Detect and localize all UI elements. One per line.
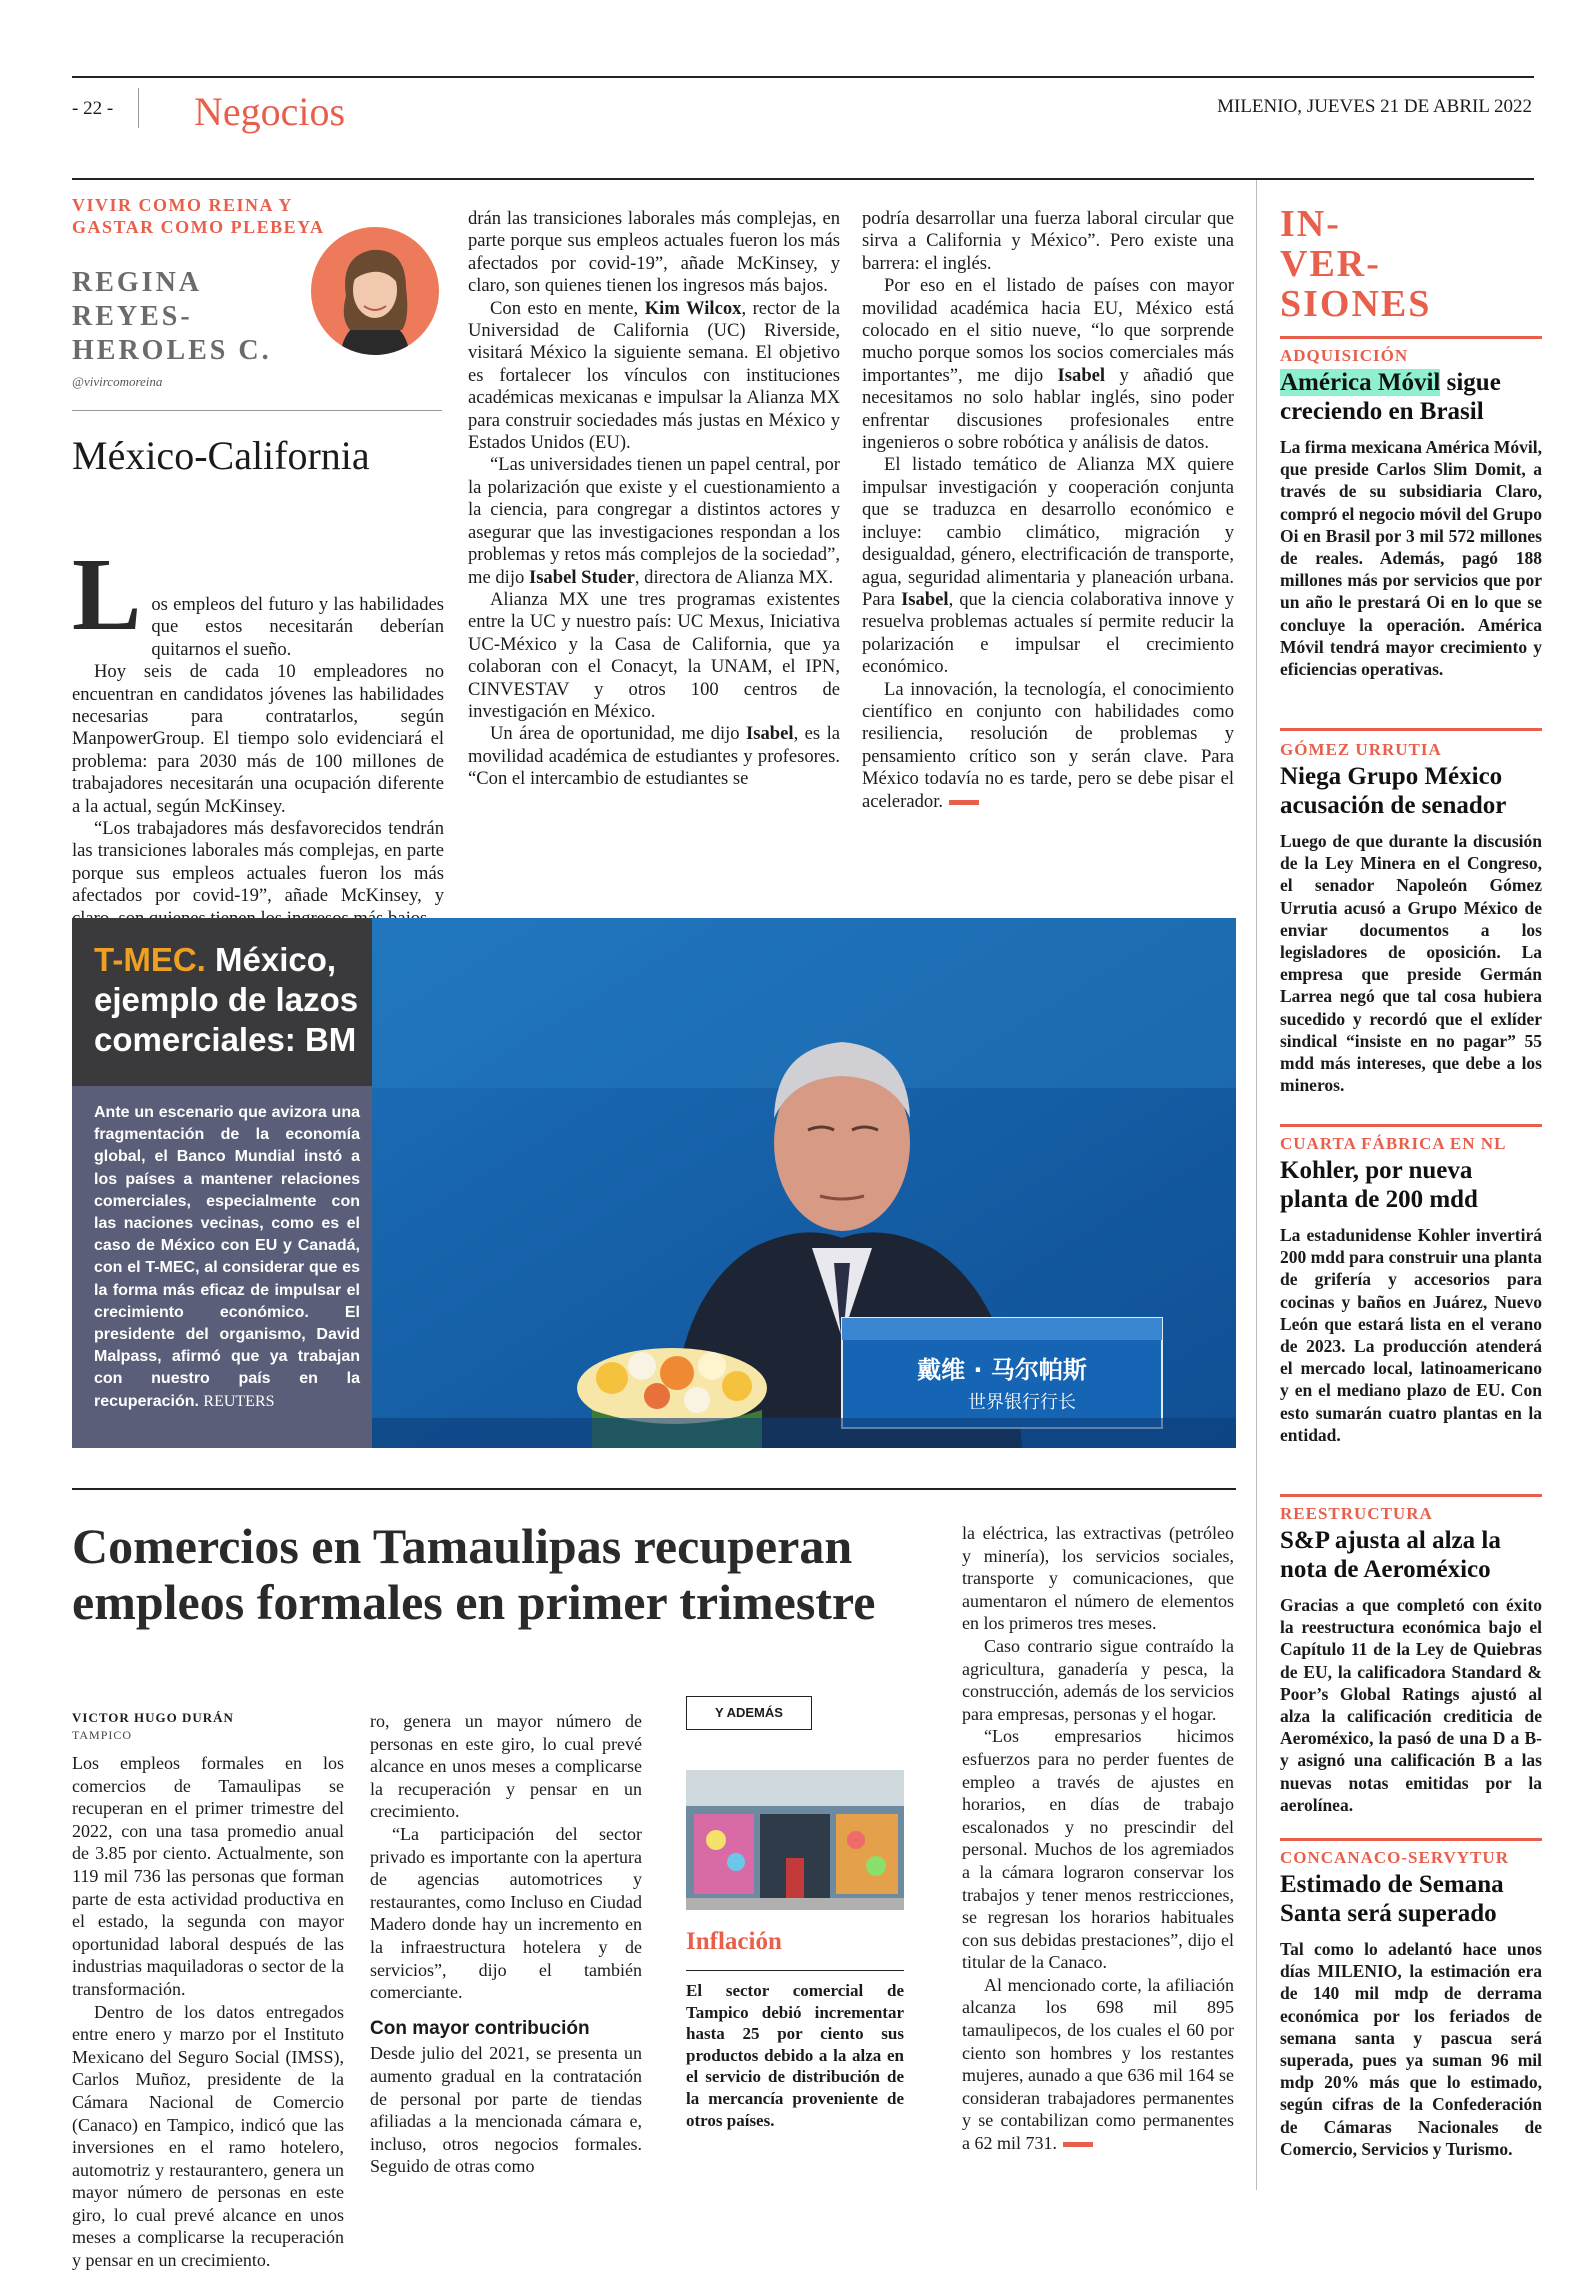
author-line: REYES- — [72, 301, 193, 332]
article-paragraph: “La participación del sector privado es importante con la apertura de agencias automotrices y restaurantes, como Incluso en Ciudad Madero donde hay un incremento en la infraestructura hotelera y de servicios”, dijo el también comerciante. — [370, 1823, 642, 2003]
end-mark — [949, 800, 979, 805]
caption-text: Ante un escenario que avizora una fragmentación de la economía global, el Banco Mundial instó a los países a mantener relaciones comerciales, especialmente con las naciones vecinas, como es el caso de México con EU y Canadá, con el T-MEC, al considerar que es la forma más eficaz de impulsar el crecimiento económico. El presidente del organismo, David Malpass, afirmó que ya trabajan con nuestro país en la recuperación. — [94, 1104, 360, 1410]
column-paragraph — [468, 298, 840, 455]
column-paragraph — [862, 679, 1234, 813]
sidebar-item-label: GÓMEZ URRUTIA — [1280, 740, 1442, 759]
headline-text: México, ejemplo de lazos comerciales: BM — [94, 941, 359, 1058]
head-text: sigue creciendo en Brasil — [1280, 369, 1501, 425]
person-name: Isabel — [901, 588, 949, 610]
sidebar-item — [1280, 346, 1542, 680]
sidebar-item — [1280, 1848, 1542, 2160]
column-paragraph: Alianza MX une tres programas existentes entre la UC y nuestro país: UC Mexus, Iniciativa UC-México y la Casa de California, que ya colaboran con el Conacyt, la UNAM, el IPN, CINVESTAV y otros 100 centros de investigación en México. — [468, 588, 840, 722]
sidebar-item-label: CUARTA FÁBRICA EN NL — [1280, 1134, 1507, 1153]
dateline: MILENIO, JUEVES 21 DE ABRIL 2022 — [1217, 96, 1532, 117]
text-run: Dentro de los datos entregados entre enero y marzo por el Instituto Mexicano del Seguro Social (IMSS), Carlos Muñoz, presidente de la Cámara Nacional de Comercio (Canaco) en Tampico, indicó que las inversiones en el ramo hotelero, automotriz y restaurantero, genera un mayor número de personas en este giro, lo cual prevé alcance en unos meses a complicarse la recuperación y pensar en un crecimiento. — [72, 2001, 344, 2271]
ademas-text: El sector comercial de Tampico debió incrementar hasta 25 por ciento sus productos debido a la alza en el servicio de distribución de la mercancía proveniente de otros países. — [686, 1981, 904, 2130]
article-paragraph: Desde julio del 2021, se presenta un aumento gradual en la contratación de personal por parte de tiendas afiliadas a la mencionada cámara e, incluso, otros negocios formales. Seguido de otras como — [370, 2043, 642, 2177]
column-paragraph: os empleos del futuro y las habilidades que estos necesitarán deberían quitarnos el sueño. — [151, 594, 444, 660]
store-photo — [686, 1770, 904, 1910]
column-body-col1 — [72, 537, 444, 907]
sidebar-item-head: Niega Grupo México acusación de senador — [1280, 763, 1507, 819]
article-headline — [72, 1518, 952, 1630]
headline-line: empleos formales en primer trimestre — [72, 1574, 876, 1630]
column-paragraph — [862, 454, 1234, 678]
column-paragraph: drán las transiciones laborales más complejas, en parte porque sus empleos actuales fueron los más afectados por covid-19”, añade McKinsey, y claro, son quienes tienen los ingresos más bajos. — [468, 208, 840, 297]
text-run: Por eso en el listado de países con mayor movilidad académica hacia EU, México está colocado en el sitio nueve, “lo que sorprende mucho porque somos los socios comerciales más importantes”, me dijo — [862, 275, 1234, 386]
article-paragraph: “Los empresarios hicimos esfuerzos para no perder fuentes de empleo a través de ajustes en horarios, en días de trabajo escalonados y no prescindir del personal. Muchos de los agremiados a la cámara lograron conservar los trabajos y tener menos restricciones, se regresan los horarios habituales con sus debidas prestaciones”, dijo el titular de la Canaco. — [962, 1726, 1234, 1973]
column-paragraph — [468, 454, 840, 588]
text-run: La innovación, la tecnología, el conocimiento científico en conjunto con habilidades como resiliencia, resolución de problemas y pensamiento crítico son y serán clave. Para México todavía no es tarde, pero se debe pisar el acelerador. — [862, 678, 1234, 812]
sidebar-title-line: VER- — [1280, 243, 1381, 285]
text-run: y añadió que necesitamos no solo hablar inglés, sino poder enfrentar discusiones profesionales entre ingenieros o sobre robótica y análisis de datos. — [862, 364, 1234, 454]
author-line: REGINA — [72, 267, 203, 298]
sidebar-item-label: CONCANACO-SERVYTUR — [1280, 1848, 1509, 1867]
photo-caption — [94, 1102, 360, 1413]
article-col2 — [370, 1710, 642, 2178]
sidebar-item-label: REESTRUCTURA — [1280, 1504, 1433, 1523]
column-divider — [72, 410, 442, 411]
dropcap: L — [72, 537, 142, 652]
column-paragraph-text: “Los trabajadores más desfavorecidos tendrán las transiciones laborales más complejas, en parte porque sus empleos actuales fueron los más afectados por covid-19”, añade McKinsey, y — [72, 818, 444, 907]
person-name: Isabel — [746, 723, 794, 745]
headline-accent: T-MEC. — [94, 941, 206, 978]
ademas-label: Y ADEMÁS — [686, 1696, 812, 1730]
photo-caption-box — [72, 1086, 372, 1448]
person-name: Isabel — [1057, 364, 1106, 386]
sidebar-item — [1280, 1134, 1542, 1446]
sidebar-divider — [1280, 336, 1542, 339]
column-paragraph: podría desarrollar una fuerza laboral circular que sirva a California y México”. Pero existe una barrera: el inglés. — [862, 208, 1234, 274]
article-paragraph — [72, 2001, 344, 2271]
photo-credit: REUTERS — [203, 1392, 275, 1410]
text-run: Con esto en mente, — [490, 297, 645, 319]
article-paragraph: la eléctrica, las extractivas (petróleo y minería), los servicios sociales, transporte y comunicaciones, que aumentaron el número de elementos en los primeros tres meses. — [962, 1523, 1234, 1634]
nameplate-title: 世界银行行长 — [968, 1392, 1076, 1413]
sidebar-vertical-rule — [1256, 180, 1257, 2190]
sidebar-item-label: ADQUISICIÓN — [1280, 346, 1409, 365]
sidebar-title-line: SIONES — [1280, 283, 1432, 325]
sidebar-item-head — [1280, 368, 1542, 426]
article-top-rule — [72, 1488, 1236, 1490]
article-paragraph — [962, 1974, 1234, 2155]
author-line: HEROLES C. — [72, 335, 272, 366]
dateline-location: TAMPICO — [72, 1728, 133, 1742]
sidebar-title-line: IN- — [1280, 203, 1341, 245]
page-number: - 22 - — [72, 98, 114, 119]
article-paragraph: ro, genera un mayor número de personas en este giro, lo cual prevé alcance en unos meses a complicarse la recuperación y pensar en un crecimiento. — [370, 1711, 642, 1822]
text-run: , que la ciencia colaborativa innove y resuelva problemas actuales sí permite reducir la polarización e impulsar el crecimiento económico. — [862, 588, 1234, 678]
news-photo — [372, 918, 1236, 1448]
text-run: , es la movilidad académica de estudiantes y profesores. “Con el intercambio de estudiantes se — [468, 723, 841, 790]
article-subhead: Con mayor contribución — [370, 2017, 590, 2039]
sidebar-divider — [1280, 1494, 1542, 1497]
text-run: , rector de la Universidad de California (UC) Riverside, visitará México la siguiente semana. El objetivo es fortalecer los vínculos con instituciones académicas mexicanas e impulsar la Alianza MX para construir sociedades más justas en México y Estados Unidos (EU). — [468, 297, 840, 454]
article-paragraph: Caso contrario sigue contraído la agricultura, ganadería y pesca, la construcción, además de los servicios para empresas, personas y el hogar. — [962, 1635, 1234, 1724]
column-paragraph — [862, 275, 1234, 454]
sidebar-item-text: Gracias a que completó con éxito la reestructura económica bajo el Capítulo 11 de la Ley de Quiebras de EU, la calificadora Standard & Poor’s Global Ratings ajustó al alza la calificación crediticia de Aeroméxico, la pasó de una D a B- y asignó una calificación B a las nuevas notas emitidas por la aerolínea. — [1280, 1595, 1542, 1815]
photo-headline — [94, 940, 362, 1060]
ademas-title: Inflación — [686, 1928, 782, 1955]
photo-headline-box — [72, 918, 372, 1086]
sidebar-item-head: Estimado de Semana Santa será superado — [1280, 1871, 1504, 1927]
sidebar-item — [1280, 1504, 1542, 1816]
text-run: El listado temático de Alianza MX quiere impulsar investigación y cooperación conjunta que se traduzca en desarrollo económico e incluye: cambio climático, migración y desigualdad, género, electrificación de transporte, agua, seguridad alimentaria y planeación urbana. Para — [862, 454, 1234, 610]
ademas-rule — [686, 1970, 904, 1971]
person-name: Isabel Studer — [528, 566, 635, 588]
kicker-line: GASTAR COMO PLEBEYA — [72, 217, 325, 237]
nameplate-name: 戴维 · 马尔帕斯 — [917, 1356, 1087, 1384]
column-title: México-California — [72, 433, 370, 478]
sidebar-item-text: La firma mexicana América Móvil, que preside Carlos Slim Domit, a través de su subsidiaria Claro, compró el negocio móvil del Grupo Oi en Brasil por 3 mil 572 millones de reales. Además, pagó 188 millones más por servicios que por un año le prestará Oi en lo que se concluye la operación. América Móvil tendrá mayor crecimiento y eficiencias operativas. — [1280, 437, 1542, 680]
sidebar-divider — [1280, 1838, 1542, 1841]
sidebar-title — [1280, 204, 1431, 324]
article-col4 — [962, 1522, 1234, 2155]
column-author — [72, 266, 272, 368]
sidebar-item-head: Kohler, por nueva planta de 200 mdd — [1280, 1157, 1478, 1213]
sidebar-item-text: La estadunidense Kohler invertirá 200 mdd para construir una planta de grifería y accesorios para cocinas y baños en Juárez, Nuevo León que estará lista en el verano de 2023. La producción atenderá el mercado local, latinoamericano y en el mediano plazo de EU. Con esto sumarán cuatro plantas en la entidad. — [1280, 1225, 1542, 1445]
text-run: Al mencionado corte, la afiliación alcanza los 698 mil 895 tamaulipecos, de los cuales el 60 por ciento son hombres y los restantes mujeres, aunado a que 636 mil 164 se consideran trabajadores permanentes y se contabilizan como permanentes a 62 mil 731. — [962, 1974, 1234, 2154]
column-body-col3 — [862, 208, 1234, 813]
column-paragraph — [468, 723, 840, 790]
column-body-col2 — [468, 208, 840, 791]
article-col1 — [72, 1752, 344, 2271]
avatar — [310, 226, 440, 356]
text-run: Un área de oportunidad, me dijo — [490, 723, 747, 745]
highlighted-text: América Móvil — [1280, 369, 1441, 396]
sidebar-divider — [1280, 728, 1542, 731]
author-handle: @vivircomoreina — [72, 374, 163, 389]
byline: VICTOR HUGO DURÁN — [72, 1710, 234, 1725]
sidebar-item-text: Luego de que durante la discusión de la Ley Minera en el Congreso, el senador Napoleón Gómez Urrutia acusó a Grupo México de enviar documentos a los legisladores de oposición. La empresa que preside Germán Larrea negó que tal cosa hubiera sucedido y recordó que el exlíder sindical “insiste en no pagar” 55 mdd más intereses, que debe a los mineros. — [1280, 831, 1542, 1096]
text-run: , directora de Alianza MX. — [634, 566, 834, 588]
article-paragraph: Los empleos formales en los comercios de Tamaulipas se recuperan en el primer trimestre del 2022, con una tasa promedio anual de 3.85 por ciento. Actualmente, son 119 mil 736 las personas que forman parte de esta actividad productiva en el estado, la segunda con mayor oportunidad laboral después de las industrias maquiladoras o sector de la transformación. — [72, 1753, 344, 1999]
end-mark — [1063, 2142, 1093, 2147]
kicker-line: VIVIR COMO REINA Y — [72, 195, 293, 215]
sidebar-divider — [1280, 1124, 1542, 1127]
sidebar-item-head: S&P ajusta al alza la nota de Aeroméxico — [1280, 1527, 1501, 1583]
column-paragraph: Hoy seis de cada 10 empleadores no encuentran en candidatos jóvenes las habilidades necesarias para contratarlos, según ManpowerGroup. El tiempo solo evidenciará el problema: para 2030 más de 100 millones de trabajadores necesitarán una ocupación diferente a la actual, según McKinsey. — [72, 661, 444, 817]
text-run: “Las universidades tienen un papel central, por la polarización que existe y el cuestionamiento a la ciencia, para congregar a distintos actores y asegurar que las investigaciones respondan a los problemas y retos más complejos de la sociedad”, me dijo — [468, 454, 840, 588]
header-divider — [138, 88, 139, 128]
section-title: Negocios — [194, 89, 346, 134]
top-rule — [72, 76, 1534, 78]
header-bottom-rule — [72, 178, 1534, 180]
sidebar-item — [1280, 740, 1542, 1096]
person-name: Kim Wilcox — [644, 297, 742, 319]
sidebar-item-text: Tal como lo adelantó hace unos días MILENIO, la estimación era de 140 mil mdp de derrama económica por los feriados de semana santa y pascua será superada, pues ya suman 96 mil mdp 20% más que lo estimado, según cifras de la Confederación de Cámaras Nacionales de Comercio, Servicios y Turismo. — [1280, 1939, 1542, 2159]
column-paragraph — [72, 818, 444, 907]
headline-line: Comercios en Tamaulipas recuperan — [72, 1518, 853, 1574]
